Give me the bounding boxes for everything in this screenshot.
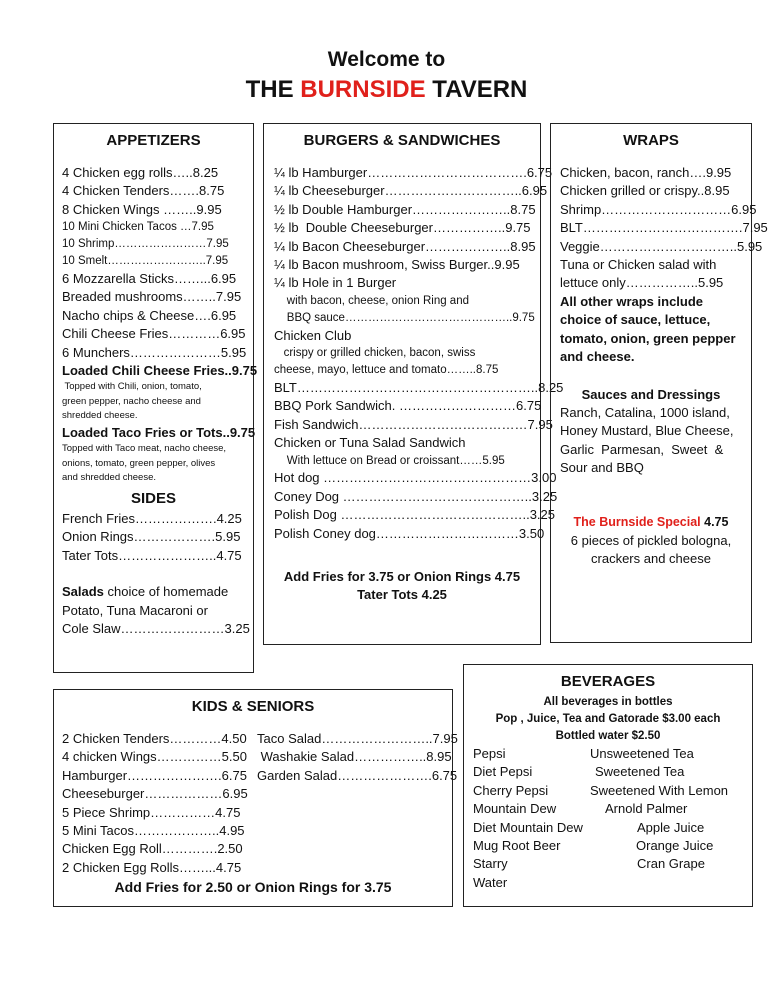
menu-item: Chicken grilled or crispy..8.95 [560, 183, 730, 199]
item-description: BBQ sauce……………………………………..9.75 [274, 311, 535, 324]
menu-item: 10 Mini Chicken Tacos …7.95 [62, 221, 214, 234]
beverage-item: Water [473, 874, 508, 890]
menu-item: Nacho chips & Cheese….6.95 [62, 307, 237, 323]
beverage-item: Arnold Palmer [605, 801, 688, 817]
beverage-item: Mountain Dew [473, 801, 557, 817]
burgers-title: BURGERS & SANDWICHES [303, 132, 501, 149]
burnside-word: BURNSIDE [300, 76, 426, 103]
kids-title: KIDS & SENIORS [191, 698, 315, 715]
menu-item: Chili Cheese Fries…………6.95 [62, 326, 246, 342]
menu-item: Hamburger………………….6.75 [62, 767, 247, 783]
menu-item: Shrimp…………………………6.95 [560, 201, 757, 217]
sauces-title: Sauces and Dressings [581, 387, 721, 402]
beverages-note: Pop , Juice, Tea and Gatorade $3.00 each [495, 712, 721, 725]
burgers-list [274, 164, 563, 543]
wraps-note: tomato, onion, green pepper [560, 330, 736, 346]
sides-list [62, 510, 250, 638]
beverage-item: Sweetened With Lemon [590, 782, 729, 798]
menu-item: 5 Piece Shrimp……………4.75 [62, 804, 241, 820]
beverage-item: Mug Root Beer [473, 838, 561, 854]
menu-item: Coney Dog ……………………………………..3.25 [274, 488, 558, 504]
sauce-line: Honey Mustard, Blue Cheese, [560, 423, 734, 439]
special-description: 6 pieces of pickled bologna, [570, 533, 732, 548]
sauce-line: Sour and BBQ [560, 460, 644, 476]
sides-title: SIDES [130, 490, 176, 507]
menu-item: 6 Munchers…………………5.95 [62, 344, 247, 360]
beverages-note: All beverages in bottles [543, 696, 673, 708]
appetizers-list [62, 164, 257, 486]
menu-item: BLT……………………………….7.95 [560, 220, 768, 236]
menu-item: 2 Chicken Tenders…………4.50 [62, 731, 247, 746]
menu-item: Breaded mushrooms……..7.95 [62, 289, 242, 305]
loaded-chili-item: Loaded Chili Cheese Fries..9.75 [62, 362, 258, 378]
menu-item: ½ lb Double Hamburger…………………..8.75 [274, 201, 536, 217]
item-description: and shredded cheese. [62, 472, 157, 484]
beverages-left-list [473, 745, 583, 892]
menu-item: French Fries……………….4.25 [62, 511, 242, 526]
item-description: cheese, mayo, lettuce and tomato……..8.75 [274, 363, 499, 376]
item-description: with bacon, cheese, onion Ring and [274, 294, 469, 307]
menu-item: Chicken Club [274, 327, 352, 343]
menu-item: Tater Tots…………………..4.75 [62, 547, 242, 563]
wraps-note: All other wraps include [560, 293, 704, 309]
item-description: onions, tomato, green pepper, olives [62, 457, 216, 469]
menu-item: Fish Sandwich…………………………………7.95 [274, 416, 553, 432]
beverage-item: Sweetened Tea [595, 764, 685, 780]
appetizers-title: APPETIZERS [106, 132, 201, 149]
beverage-item: Pepsi [473, 746, 506, 761]
menu-item: 5 Mini Tacos………………..4.95 [62, 823, 245, 839]
menu-item: BBQ Pork Sandwich. ………………………6.75 [274, 398, 542, 414]
appetizers-box [53, 123, 258, 673]
item-description: shredded cheese. [62, 410, 138, 422]
beverage-item: Orange Juice [636, 838, 714, 854]
menu-item: BLT………………………………………………..8.25 [274, 379, 564, 395]
item-description: green pepper, nacho cheese and [62, 395, 201, 407]
item-description: Topped with Chili, onion, tomato, [62, 381, 202, 393]
beverage-item: Starry [473, 856, 508, 872]
menu-item: Onion Rings……………….5.95 [62, 529, 241, 545]
menu-item: Cheeseburger………………6.95 [62, 786, 248, 802]
menu-item: ¼ lb Bacon mushroom, Swiss Burger..9.95 [274, 257, 520, 273]
wraps-list [560, 164, 768, 366]
sauce-line: Ranch, Catalina, 1000 island, [560, 405, 730, 420]
beverages-box [463, 664, 753, 907]
beverage-item: Cran Grape [637, 856, 705, 872]
menu-item: ¼ lb Hamburger……………………………….6.75 [274, 165, 553, 180]
beverages-right-list [590, 745, 728, 874]
wraps-note: choice of sauce, lettuce, [560, 312, 711, 328]
menu-item: Polish Dog ……………………………………..3.25 [274, 507, 556, 523]
beverage-item: Cherry Pepsi [473, 782, 549, 798]
beverage-item: Unsweetened Tea [590, 746, 694, 761]
loaded-taco-item: Loaded Taco Fries or Tots..9.75 [62, 424, 256, 440]
menu-item: Tuna or Chicken salad with [560, 257, 717, 273]
sauce-line: Garlic Parmesan, Sweet & [560, 441, 724, 457]
burgers-box [263, 123, 564, 645]
menu-item: Garden Salad………………….6.75 [257, 767, 458, 783]
item-description: Cole Slaw……………………3.25 [62, 621, 250, 637]
menu-item: 4 Chicken Tenders…….8.75 [62, 183, 225, 199]
menu-item: lettuce only……………..5.95 [560, 275, 724, 291]
menu-item: ¼ lb Hole in 1 Burger [274, 275, 397, 291]
kids-addon-note: Add Fries for 2.50 or Onion Rings for 3.75 [114, 879, 392, 895]
menu-item: 10 Shrimp……………………7.95 [62, 238, 229, 251]
menu-item: 4 chicken Wings……………5.50 [62, 749, 247, 765]
menu-item: Chicken Egg Roll………….2.50 [62, 841, 243, 857]
burgers-addon-note: Tater Tots 4.25 [357, 587, 447, 602]
welcome-heading: Welcome to [327, 48, 446, 71]
menu-item: Taco Salad……………………..7.95 [257, 731, 458, 746]
menu-item: 8 Chicken Wings ……..9.95 [62, 201, 222, 217]
beverages-note: Bottled water $2.50 [555, 729, 661, 742]
item-description: Topped with Taco meat, nacho cheese, [62, 443, 227, 455]
beverage-item: Diet Mountain Dew [473, 819, 583, 835]
wraps-title: WRAPS [623, 132, 679, 149]
menu-item: ¼ lb Cheeseburger…………………………..6.95 [274, 183, 548, 199]
kids-left-list [62, 730, 248, 877]
salads-item: Salads choice of homemade [62, 584, 229, 600]
menu-item: 4 Chicken egg rolls…..8.25 [62, 165, 219, 180]
wraps-note: and cheese. [560, 349, 635, 365]
wraps-box [550, 123, 768, 643]
kids-box [53, 689, 458, 907]
menu-item: Hot dog …………………………………………3.00 [274, 470, 557, 486]
menu-item: Veggie…………………………..5.95 [560, 238, 763, 254]
item-description: With lettuce on Bread or croissant……5.95 [274, 454, 505, 467]
menu-item: ½ lb Double Cheeseburger……………..9.75 [274, 220, 531, 236]
beverage-item: Diet Pepsi [473, 764, 533, 780]
special-description: crackers and cheese [591, 551, 711, 566]
beverages-title: BEVERAGES [560, 673, 656, 690]
item-description: crispy or grilled chicken, bacon, swiss [274, 347, 476, 360]
menu-item: Chicken or Tuna Salad Sandwich [274, 435, 466, 451]
menu-item: 2 Chicken Egg Rolls……...4.75 [62, 859, 242, 875]
menu-item: 6 Mozzarella Sticks……...6.95 [62, 270, 237, 286]
beverage-item: Apple Juice [637, 819, 705, 835]
menu-item: 10 Smelt……………………..7.95 [62, 255, 229, 268]
kids-right-list [257, 730, 458, 785]
menu-item: Washakie Salad……………..8.95 [257, 749, 452, 765]
menu-item: Chicken, bacon, ranch….9.95 [560, 165, 732, 180]
item-description: Potato, Tuna Macaroni or [62, 602, 208, 618]
menu-item: ¼ lb Bacon Cheeseburger………………..8.95 [274, 238, 536, 254]
menu-item: Polish Coney dog……………………………3.50 [274, 525, 545, 541]
burnside-special: The Burnside Special 4.75 [573, 515, 729, 529]
sauces-list [560, 404, 733, 478]
burgers-addon-note: Add Fries for 3.75 or Onion Rings 4.75 [283, 569, 521, 584]
restaurant-name: THE BURNSIDE TAVERN [245, 76, 528, 103]
